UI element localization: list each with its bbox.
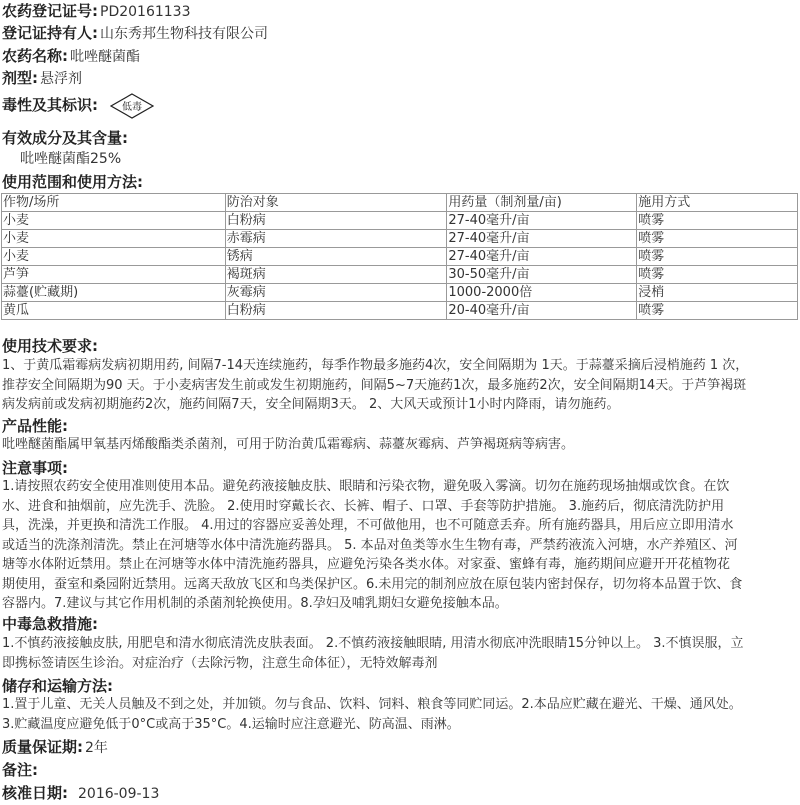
reg-no-value: PD20161133	[100, 4, 191, 20]
poisoning-header: 中毒急救措施:	[2, 615, 98, 633]
text-line: 1.不慎药液接触皮肤, 用肥皂和清水彻底清洗皮肤表面。 2.不慎药液接触眼睛, 用清水彻底冲洗眼睛15分钟以上。 3.不慎误服，立	[2, 636, 744, 651]
table-row	[2, 266, 798, 284]
holder-label: 登记证持有人:	[2, 24, 98, 42]
method-cell: 浸梢	[637, 284, 798, 302]
text-line: 1.置于儿童、无关人员触及不到之处，并加锁。勿与食品、饮料、饲料、粮食等同贮同运。2.本品应贮藏在避光、干燥、通风处。	[2, 697, 742, 712]
storage-header: 储存和运输方法:	[2, 677, 113, 695]
formulation-row	[2, 67, 798, 90]
crop-cell: 小麦	[2, 212, 226, 230]
usage-header: 使用范围和使用方法:	[2, 173, 143, 191]
ingredients-header: 有效成分及其含量:	[2, 129, 128, 147]
tech-header: 使用技术要求:	[2, 337, 98, 355]
column-header: 用药量（制剂量/亩)	[447, 194, 637, 212]
ingredients-content: 吡唑醚菌酯25%	[20, 151, 122, 167]
table-row	[2, 212, 798, 230]
toxicity-row	[2, 90, 798, 121]
text-line: 期使用，蚕室和桑园附近禁用。远离天敌放飞区和鸟类保护区。6.未用完的制剂应放在原包装内密封保存，切勿将本品置于饮、食	[2, 576, 743, 592]
performance-header: 产品性能:	[2, 417, 68, 435]
reg-no-label: 农药登记证号:	[2, 2, 98, 20]
holder-row	[2, 22, 798, 45]
text-line: 1.请按照农药安全使用准则使用本品。避免药液接触皮肤、眼睛和污染衣物，避免吸入雾滴。切勿在施药现场抽烟或饮食。在饮	[2, 479, 730, 494]
text-line: 1、于黄瓜霜霉病发病初期用药, 间隔7-14天连续施药，每季作物最多施药4次，安全间隔期为 1天。于蒜薹采摘后浸梢施药 1 次，	[2, 358, 749, 373]
crop-cell: 小麦	[2, 230, 226, 248]
crop-cell: 小麦	[2, 248, 226, 266]
usage-table-header-row	[2, 194, 798, 212]
table-row	[2, 230, 798, 248]
holder-value: 山东秀邦生物科技有限公司	[100, 26, 268, 42]
method-cell: 喷雾	[637, 212, 798, 230]
text-line: 或适当的洗涤剂清洗。禁止在河塘等水体中清洗施药器具。 5. 本品对鱼类等水生生物有毒，严禁药液流入河塘，水产养殖区、河	[2, 537, 738, 553]
approval-label: 核准日期:	[2, 784, 68, 802]
target-cell: 白粉病	[225, 212, 447, 230]
table-row	[2, 284, 798, 302]
pesticide-name-row	[2, 45, 798, 68]
remark-row	[2, 759, 798, 782]
toxicity-label: 毒性及其标识:	[2, 96, 98, 114]
target-cell: 赤霉病	[225, 230, 447, 248]
table-row	[2, 302, 798, 320]
dosage-cell: 20-40毫升/亩	[447, 302, 637, 320]
method-cell: 喷雾	[637, 266, 798, 284]
text-line: 容器内。7.建议与其它作用机制的杀菌剂轮换使用。8.孕妇及哺乳期妇女避免接触本品。	[2, 596, 508, 611]
text-line: 吡唑醚菌酯属甲氧基丙烯酸酯类杀菌剂，可用于防治黄瓜霜霉病、蒜薹灰霉病、芦笋褐斑病等病害。	[2, 437, 575, 452]
column-header: 作物/场所	[2, 194, 226, 212]
column-header: 防治对象	[225, 194, 447, 212]
storage-text	[2, 695, 798, 734]
text-line: 推荐安全间隔期为90 天。于小麦病害发生前或发生初期施药，间隔5~7天施药1次，最多施药2次，安全间隔期14天。于芦笋褐斑	[2, 377, 747, 393]
reg-no-row	[2, 0, 798, 23]
precautions-header: 注意事项:	[2, 459, 68, 477]
pesticide-name-value: 吡唑醚菌酯	[70, 49, 140, 65]
usage-table	[1, 193, 798, 320]
text-line: 病发病前或发病初期施药2次，施药间隔7天，安全间隔期3天。 2、大风天或预计1小时内降雨，请勿施药。	[2, 397, 620, 412]
low-toxicity-diamond-icon	[110, 93, 154, 119]
text-line: 塘等水体附近禁用。禁止在河塘等水体中清洗施药器具，应避免污染各类水体。对家蚕、蜜蜂有毒，施药期间应避开开花植物花	[2, 557, 731, 572]
method-cell: 喷雾	[637, 230, 798, 248]
crop-cell: 芦笋	[2, 266, 226, 284]
approval-date: 2016-09-13	[78, 786, 160, 802]
dosage-cell: 30-50毫升/亩	[447, 266, 637, 284]
target-cell: 褐斑病	[225, 266, 447, 284]
warranty-value: 2年	[85, 740, 108, 756]
crop-cell: 黄瓜	[2, 302, 226, 320]
dosage-cell: 27-40毫升/亩	[447, 212, 637, 230]
text-line: 即携标签请医生诊治。对症治疗（去除污物，注意生命体征），无特效解毒剂	[2, 655, 438, 671]
dosage-cell: 27-40毫升/亩	[447, 230, 637, 248]
target-cell: 白粉病	[225, 302, 447, 320]
toxicity-mark-text: 低毒	[122, 102, 143, 113]
target-cell: 灰霉病	[225, 284, 447, 302]
text-line: 具，洗澡，并更换和清洗工作服。 4.用过的容器应妥善处理，不可做他用，也不可随意丢弃。所有施药器具，用后应立即用清水	[2, 518, 734, 533]
text-line: 水、进食和抽烟前，应先洗手、洗脸。 2.使用时穿戴长衣、长裤、帽子、口罩、手套等防护措施。 3.施药后，彻底清洗防护用	[2, 498, 725, 514]
tech-text	[2, 356, 798, 415]
precautions-text	[2, 477, 798, 614]
dosage-cell: 1000-2000倍	[447, 284, 637, 302]
warranty-label: 质量保证期:	[2, 738, 83, 756]
performance-text	[2, 435, 798, 455]
approval-row	[2, 782, 798, 805]
formulation-label: 剂型:	[2, 69, 38, 87]
table-row	[2, 248, 798, 266]
poisoning-text	[2, 634, 798, 673]
method-cell: 喷雾	[637, 302, 798, 320]
target-cell: 锈病	[225, 248, 447, 266]
dosage-cell: 27-40毫升/亩	[447, 248, 637, 266]
crop-cell: 蒜薹(贮藏期)	[2, 284, 226, 302]
pesticide-name-label: 农药名称:	[2, 47, 68, 65]
text-line: 3.贮藏温度应避免低于0°C或高于35°C。4.运输时应注意避光、防高温、雨淋。	[2, 716, 460, 732]
method-cell: 喷雾	[637, 248, 798, 266]
formulation-value: 悬浮剂	[40, 71, 82, 87]
column-header: 施用方式	[637, 194, 798, 212]
warranty-row	[2, 736, 798, 759]
remark-label: 备注:	[2, 761, 38, 779]
